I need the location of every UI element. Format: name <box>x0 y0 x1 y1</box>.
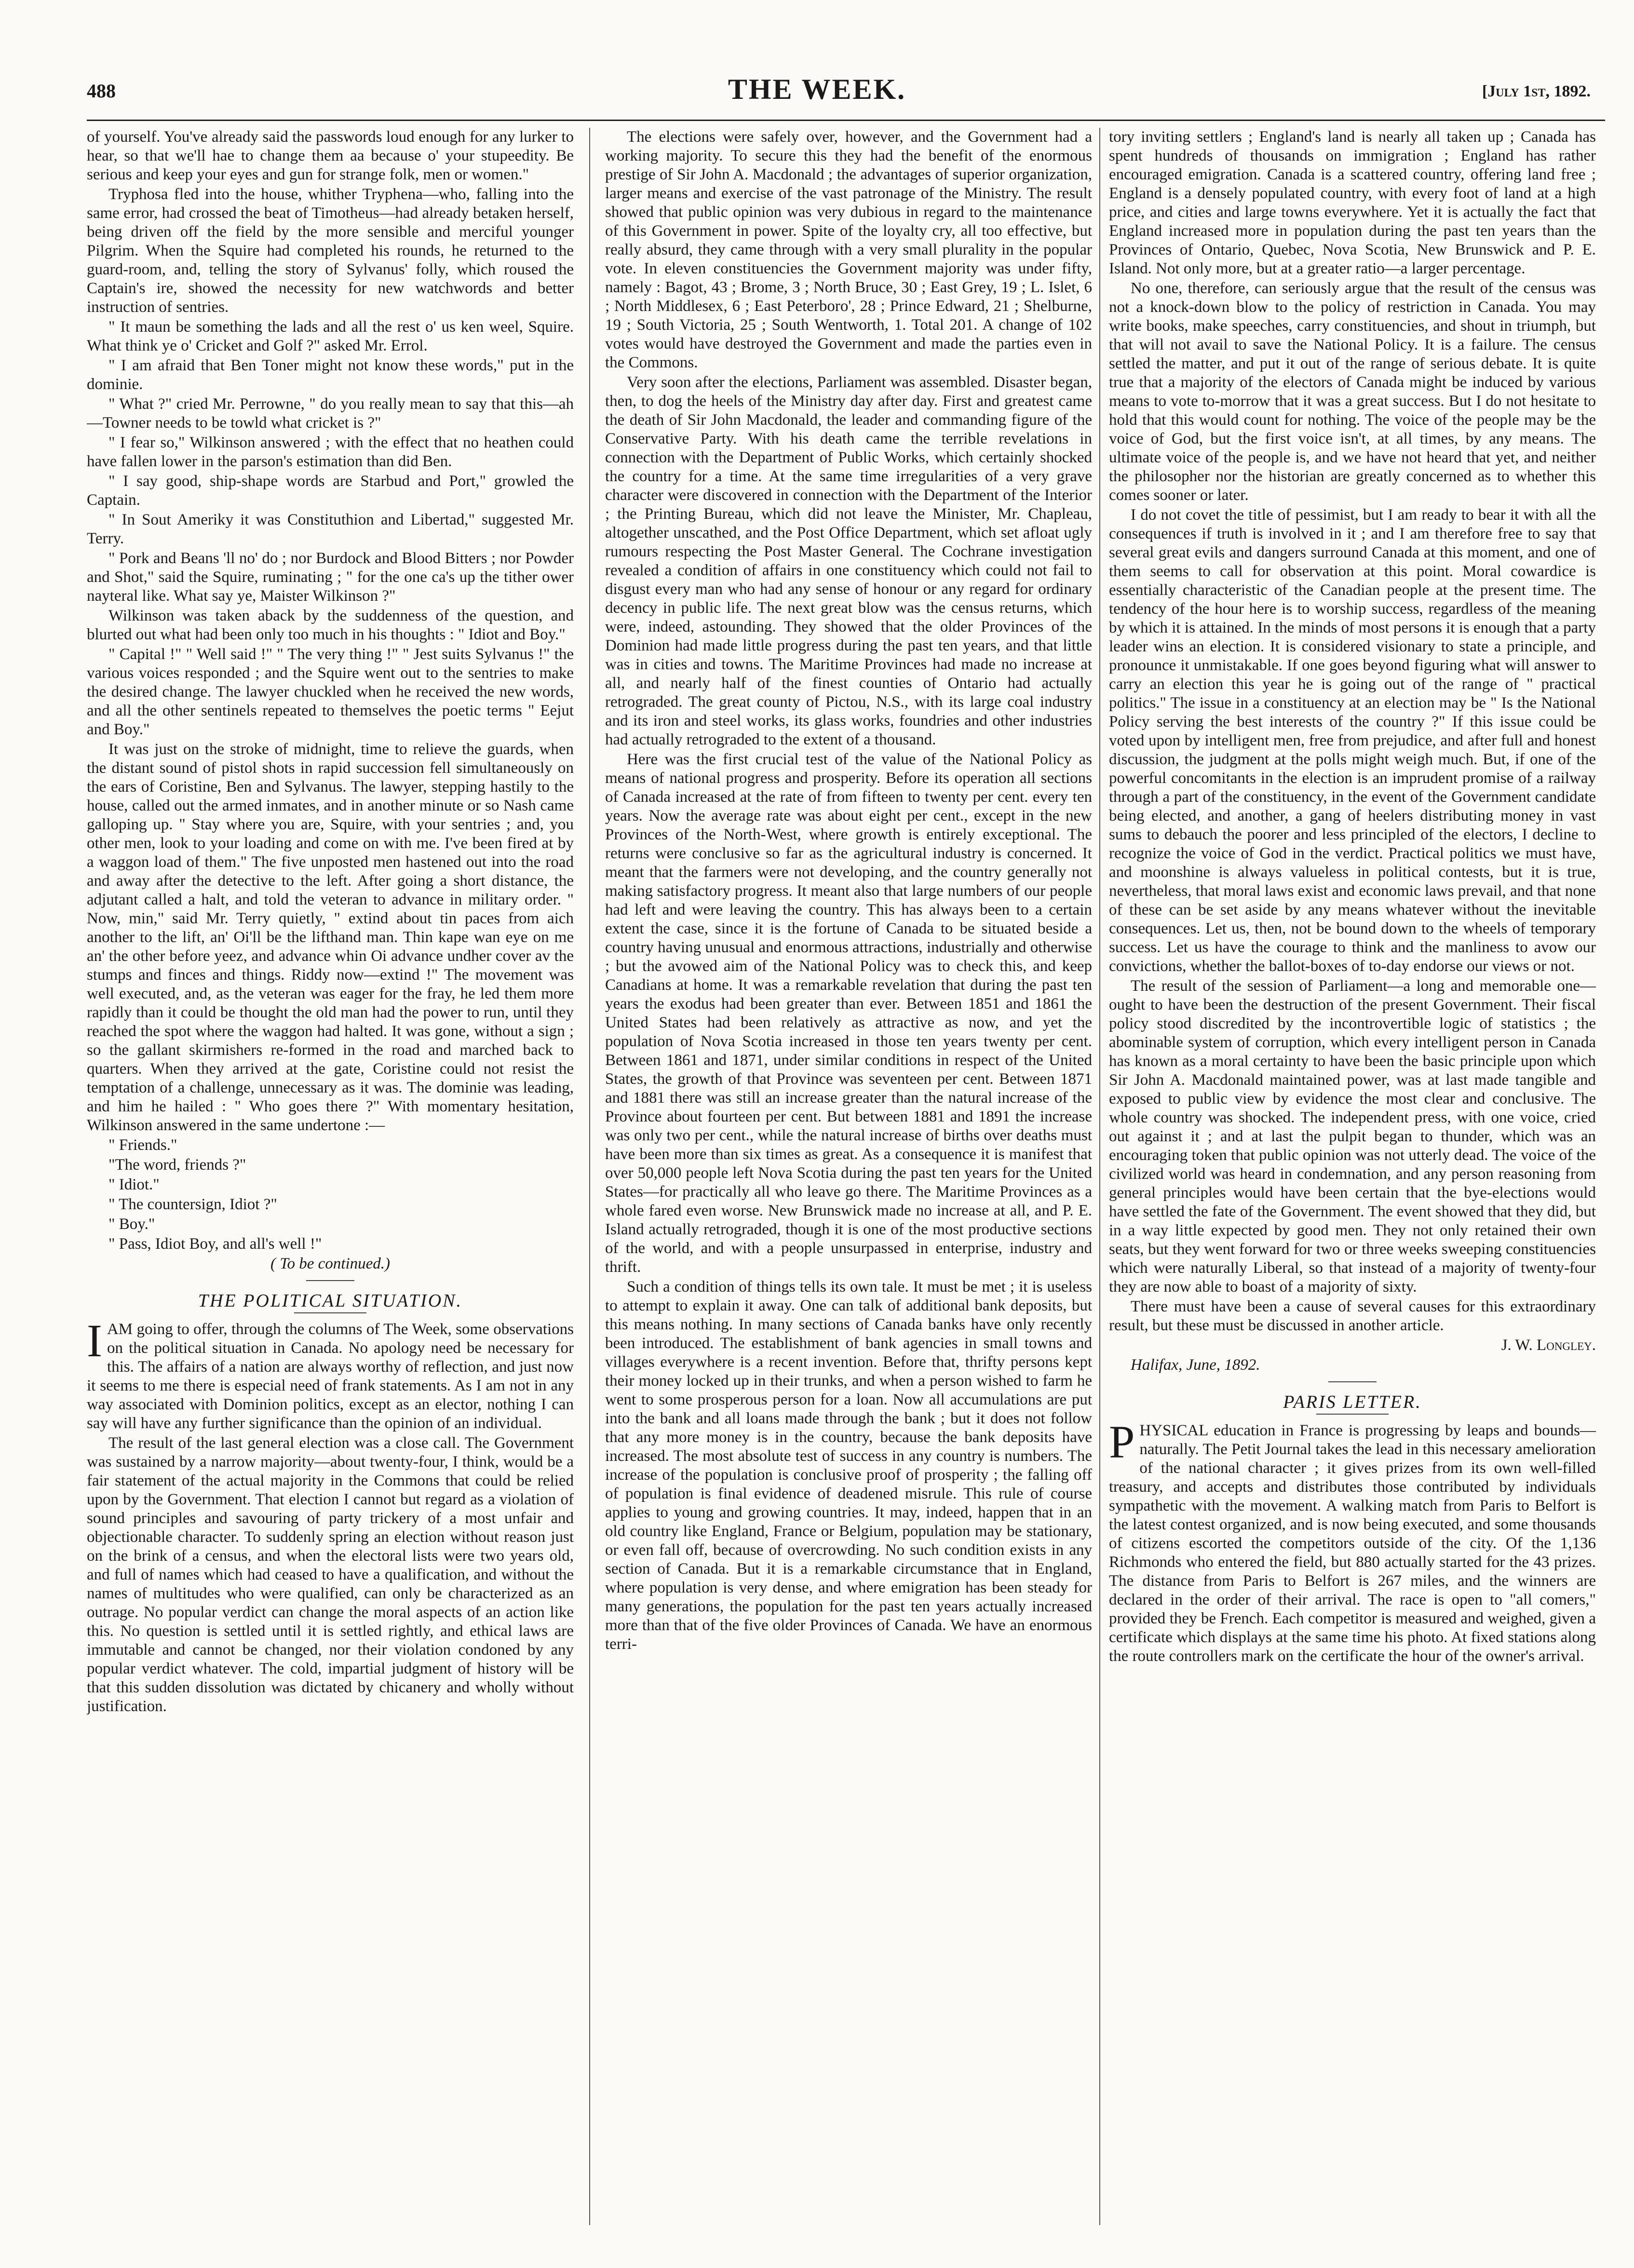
paragraph: No one, therefore, can seriously argue that the result of the census was not a knock-down blow to the policy of restriction in Canada. You may write books, make speeches, carry constituencies, and shout in triumph, but that will not avail to save the National Policy. It is a failure. The census settled the matter, and put it out of the range of serious debate. It is quite true that a majority of the electors of Canada might be induced by various means to vote to-morrow that it was a great success. But I do not hesitate to hold that this would count for nothing. The voice of the people may be the voice of God, but the first voice isn't, at all times, by any means. The ultimate voice of the people is, and we have not heard that yet, and neither the philosopher nor the historian are greatly concerned as to whether this comes sooner or later. <box>1109 280 1596 504</box>
column-divider <box>589 128 590 2225</box>
masthead-title: THE WEEK. <box>728 73 906 105</box>
section-rule <box>1328 1381 1377 1382</box>
column-divider <box>1099 128 1100 2225</box>
dialogue-line: " The countersign, Idiot ?" <box>108 1196 277 1213</box>
section-rule <box>294 1312 366 1313</box>
section-title-political-situation: THE POLITICAL SITUATION. <box>198 1291 463 1311</box>
paragraph: " I fear so," Wilkinson answered ; with the effect that no heathen could have fallen lower in the parson's estimation than did Ben. <box>87 434 574 470</box>
paragraph: " In Sout Ameriky it was Constituthion and Libertad," suggested Mr. Terry. <box>87 511 574 547</box>
paragraph: It was just on the stroke of midnight, time to relieve the guards, when the distant sound of pistol shots in rapid succession fell simultaneously on the ears of Coristine, Ben and Sylvanus. The lawyer, stepping hastily to the house, called out the armed inmates, and in another minute or so Nash came galloping up. " Stay where you are, Squire, with your sentries ; and, you other men, look to your loading and come on with me. I've been fired at by a waggon load of them." The five unposted men hastened out into the road and away after the detective to the left. After going a short distance, the adjutant called a halt, and told the veteran to advance in military order. " Now, min," said Mr. Terry quietly, " extind about tin paces from aich another to the lift, an' Oi'll be the lifthand man. Thin kape wan eye on me an' the other before yeez, and advance whin Oi advance undher cover av the stumps and finces and things. Riddy now—extind !" The movement was well executed, and, as the veteran was eager for the fray, he led them more rapidly than it could be thought the old man had the power to run, until they reached the spot where the waggon had halted. It was gone, without a sign ; so the gallant skirmishers re-formed in the road and marched back to quarters. When they arrived at the gate, Coristine could not resist the temptation of a challenge, unnecessary as it was. The dominie was leading, and him he hailed : " Who goes there ?" With momentary hesitation, Wilkinson answered in the same undertone :— <box>87 741 574 1134</box>
paragraph: Very soon after the elections, Parliament was assembled. Disaster began, then, to dog the heels of the Ministry day after day. First and greatest came the death of Sir John Macdonald, the leader and commanding figure of the Conservative Party. With his death came the terrible revelations in connection with the Department of Public Works, which certainly shocked the country for a time. At the same time irregularities of a very grave character were discovered in connection with the Department of the Interior ; the Printing Bureau, which did not leave the Minister, Mr. Chapleau, altogether unscathed, and the Post Office Department, which set afloat ugly rumours respecting the Post Master General. The Cochrane investigation revealed a condition of affairs in one constituency which could not fail to disgust every man who had any sense of honour or any regard for ordinary decency in public life. The next great blow was the census returns, which were, indeed, astounding. They showed that the older Provinces of the Dominion had made little progress during the past ten years, and that little was in cities and towns. The Maritime Provinces had made no increase at all, and nearly half of the finest counties of Ontario had actually retrograded. The great county of Pictou, N.S., with its large coal industry and its iron and steel works, its glass works, foundries and other industries had actually retrograded to the extent of a thousand. <box>605 374 1092 748</box>
section-rule <box>1316 1414 1389 1415</box>
column-2 <box>605 128 1092 2240</box>
drop-cap: P <box>1109 1416 1135 1468</box>
page-number: 488 <box>87 80 116 102</box>
paragraph: " I am afraid that Ben Toner might not know these words," put in the dominie. <box>87 357 574 393</box>
dialogue-line: " Friends." <box>108 1136 177 1154</box>
paragraph: of yourself. You've already said the passwords loud enough for any lurker to hear, so that we'll hae to change them aa because o' your stupeedity. Be serious and keep your eyes and gun for strange folk, men or women." <box>87 128 574 183</box>
paragraph: The result of the session of Parliament—a long and memorable one—ought to have been the destruction of the present Government. Their fiscal policy stood discredited by the incontrovertible logic of statistics ; the abominable system of corruption, which every intelligent person in Canada has known as a moral certainty to have been the basic principle upon which Sir John A. Macdonald maintained power, was at last made tangible and exposed to public view by evidence the most clear and conclusive. The whole country was shocked. The independent press, with one voice, cried out against it ; and at last the pulpit began to thunder, which was an encouraging token that public opinion was not utterly dead. The voice of the civilized world was heard in condemnation, and any person reasoning from general principles would have been certain that the bye-elections would have settled the fate of the Government. The event showed that they did, but in a way little expected by good men. They not only retained their own seats, but they went forward for two or three weeks sweeping constituencies which were naturally Liberal, so that instead of a majority of twenty-four they are now able to boast of a majority of sixty. <box>1109 977 1596 1296</box>
section-title-paris-letter: PARIS LETTER. <box>1283 1392 1422 1412</box>
dateline: Halifax, June, 1892. <box>1131 1356 1260 1374</box>
paragraph: Wilkinson was taken aback by the suddenness of the question, and blurted out what had been only too much in his thoughts : " Idiot and Boy." <box>87 607 574 643</box>
paragraph: " I say good, ship-shape words are Starbud and Port," growled the Captain. <box>87 472 574 509</box>
paragraph: tory inviting settlers ; England's land is nearly all taken up ; Canada has spent hundreds of thousands on immigration ; England has rather encouraged emigration. Canada is a scattered country, offering land free ; England is a densely populated country, with every foot of land at a high price, and cities and large towns everywhere. Yet it is actually the fact that England increased more in population during the past ten years than the Provinces of Ontario, Quebec, Nova Scotia, New Brunswick and P. E. Island. Not only more, but at a greater ratio—a larger percentage. <box>1109 128 1596 277</box>
paragraph: There must have been a cause of several causes for this extraordinary result, but these must be discussed in another article. <box>1109 1298 1596 1334</box>
paragraph: Here was the first crucial test of the value of the National Policy as means of national progress and prosperity. Before its operation all sections of Canada increased at the rate of from fifteen to twenty per cent. every ten years. Now the average rate was about eight per cent., except in the new Provinces of the North-West, where growth is entirely exceptional. The returns were conclusive so far as the agricultural industry is concerned. It meant that the farmers were not developing, and the country generally not making satisfactory progress. It meant also that large numbers of our people had left and were leaving the country. This has always been to a certain extent the case, since it is the fortune of Canada to be situated beside a country having unusual and enormous attractions, industrially and otherwise ; but the avowed aim of the National Policy was to check this, and keep Canadians at home. It was a remarkable revelation that during the past ten years the exodus had been greater than ever. Between 1851 and 1861 the United States had been relatively as attractive as now, and yet the population of Nova Scotia increased in those ten years twenty per cent. Between 1861 and 1871, under similar conditions in respect of the United States, the growth of that Province was seventeen per cent. Between 1871 and 1881 there was still an increase greater than the natural increase of the Province about fourteen per cent. But between 1881 and 1891 the increase was only two per cent., while the natural increase of births over deaths must have been more than six times as great. As a consequence it is manifest that over 50,000 people left Nova Scotia during the past ten years for the United States—for practically all who leave go there. The Maritime Provinces as a whole fared even worse. New Brunswick made no increase at all, and P. E. Island actually retrograded, though it is one of the most productive sections of the world, and with a people unsurpassed in enterprise, industry and thrift. <box>605 751 1092 1276</box>
paragraph: The elections were safely over, however, and the Government had a working majority. To secure this they had the benefit of the enormous prestige of Sir John A. Macdonald ; the advantages of superior organization, larger means and exercise of the vast patronage of the Ministry. The result showed that public opinion was very dubious in regard to the maintenance of this Government in power. Spite of the loyalty cry, all too effective, but really absurd, they came through with a very small plurality in the popular vote. In eleven constituencies the Government majority was under fifty, namely : Bagot, 43 ; Brome, 3 ; North Bruce, 30 ; East Grey, 19 ; L. Islet, 6 ; North Middlesex, 6 ; East Peterboro', 28 ; Prince Edward, 21 ; Shelburne, 19 ; South Victoria, 25 ; South Wentworth, 1. Total 201. A change of 102 votes would have destroyed the Government and made the parties even in the Commons. <box>605 128 1092 371</box>
dialogue-line: " Idiot." <box>108 1176 160 1193</box>
paragraph: The result of the last general election was a close call. The Government was sustained by a narrow majority—about twenty-four, I think, would be a fair statement of the actual majority in the Commons that could be relied upon by the Government. That election I cannot but regard as a violation of sound principles and savouring of party trickery of a most unfair and objectionable character. To suddenly spring an election without reason just on the brink of a census, and when the electoral lists were two years old, and full of names which had ceased to have a qualification, and without the names of multitudes who were qualified, can only be characterized as an outrage. No popular verdict can change the moral aspects of an action like this. No question is settled until it is settled rightly, and ethical laws are immutable and cannot be changed, nor their violation condoned by any popular verdict whatever. The cold, impartial judgment of history will be that this sudden dissolution was dictated by chicanery and wholly without justification. <box>87 1434 574 1715</box>
paragraph: I do not covet the title of pessimist, but I am ready to bear it with all the consequences if truth is involved in it ; and I am therefore free to say that several great evils and dangers surround Canada at this moment, and one of them seems to call for observation at this point. Moral cowardice is essentially characteristic of the Canadian people at the present time. The tendency of the hour here is to worship success, regardless of the meaning by which it is attained. In the minds of most persons it is enough that a party leader wins an election. It is considered visionary to state a principle, and pronounce it unmistakable. If one goes beyond figuring what will answer to carry an election this year he is going out of the range of " practical politics." The issue in a constituency at an election may be " Is the National Policy serving the best interests of the country ?" If this issue could be voted upon by intelligent men, free from prejudice, and after full and honest discussion, the judgment at the polls might weigh much. But, if one of the powerful concomitants in the election is an imprudent promise of a railway through a part of the constituency, in the event of the Government candidate being elected, and another, a gang of heelers distributing money in vast sums to debauch the poorer and less principled of the electors, I decline to recognize the voice of God in the verdict. Practical politics we must have, and moonshine is always valueless in political contests, but it is true, nevertheless, that moral laws exist and economic laws prevail, and that none of these can be set aside by any means whatever without the inevitable consequences. Let us, then, not be bound down to the wheels of temporary success. Let us have the courage to think and the manliness to avow our convictions, whether the ballot-boxes of to-day endorse our views or not. <box>1109 506 1596 975</box>
paragraph: " Capital !" " Well said !" " The very thing !" " Jest suits Sylvanus !" the various voices responded ; and the Squire went out to the sentries to make the desired change. The lawyer chuckled when he received the new words, and all the other sentinels repeated to themselves the poetic terms " Eejut and Boy." <box>87 646 574 738</box>
drop-cap: I <box>87 1315 102 1366</box>
paragraph: Tryphosa fled into the house, whither Tryphena—who, falling into the same error, had crossed the beat of Timotheus—had already betaken herself, being driven off the field by the more sensible and merciful younger Pilgrim. When the Squire had completed his rounds, he returned to the guard-room, and, telling the story of Sylvanus' folly, which roused the Captain's ire, showed the necessity for new watchwords and better instruction of sentries. <box>87 186 574 316</box>
paragraph: " Pork and Beans 'll no' do ; nor Burdock and Blood Bitters ; nor Powder and Shot," said the Squire, ruminating ; " for the one ca's up the tither ower nayteral like. What say ye, Maister Wilkinson ?" <box>87 550 574 605</box>
page-header <box>0 73 1634 123</box>
author-signature: J. W. Longley. <box>1501 1336 1596 1354</box>
dialogue-line: " Pass, Idiot Boy, and all's well !" <box>108 1235 322 1253</box>
dialogue-line: "The word, friends ?" <box>108 1156 246 1174</box>
paragraph: " What ?" cried Mr. Perrowne, " do you really mean to say that this—ah—Towner needs to be towld what cricket is ?" <box>87 395 574 432</box>
paragraph: AM going to offer, through the columns of The Week, some observations on the political situation in Canada. No apology need be necessary for this. The affairs of a nation are always worthy of reflection, and just now it seems to me there is especial need of frank statements. As I am not in any way associated with Dominion politics, except as an elector, nothing I can say will have any further significance than the opinion of an individual. <box>87 1321 574 1432</box>
paragraph: Such a condition of things tells its own tale. It must be met ; it is useless to attempt to explain it away. One can talk of additional bank deposits, but this means nothing. In many sections of Canada banks have only recently been introduced. The establishment of bank agencies in small towns and villages everywhere is a recent invention. Before that, thrifty persons kept their money locked up in their trunks, and when a person wished to farm he went to some prosperous person for a loan. Now all accumulations are put into the bank and all loans made through the bank ; but it does not follow that any more money is in the country, because the bank deposits have increased. The most absolute test of success in any country is numbers. The increase of the population is conclusive proof of prosperity ; the falling off of population is final evidence of deadened misrule. This rule of course applies to young and growing countries. It may, indeed, happen that in an old country like England, France or Belgium, population may be stationary, or even fall off, because of overcrowding. No such condition exists in any section of Canada. But it is a remarkable circumstance that in England, where population is very dense, and where emigration has been steady for many generations, the population for the past ten years actually increased more than that of the five older Provinces of Canada. We have an enormous terri- <box>605 1278 1092 1653</box>
issue-date: [July 1st, 1892. <box>1482 82 1591 100</box>
paragraph: HYSICAL education in France is progressing by leaps and bounds—naturally. The Petit Journal takes the lead in this necessary amelioration of the national character ; it gives prizes from its own well-filled treasury, and accepts and distributes those contributed by individuals sympathetic with the movement. A walking match from Paris to Belfort is the latest contest organized, and is now being executed, and some thousands of citizens escorted the competitors outside of the city. Of the 1,136 Richmonds who entered the field, but 880 actually started for the 43 prizes. The distance from Paris to Belfort is 267 miles, and the winners are declared in the order of their arrival. The race is open to "all comers," provided they be French. Each competitor is measured and weighed, given a certificate which displays at the same time his photo. At fixed stations along the route controllers mark on the certificate the hour of the owner's arrival. <box>1109 1422 1596 1665</box>
dialogue-line: " Boy." <box>108 1215 155 1233</box>
section-rule <box>306 1280 354 1281</box>
column-3 <box>1109 128 1596 2240</box>
column-1 <box>87 128 574 2240</box>
to-be-continued: ( To be continued.) <box>270 1255 391 1272</box>
paragraph: " It maun be something the lads and all the rest o' us ken weel, Squire. What think ye o' Cricket and Golf ?" asked Mr. Errol. <box>87 318 574 354</box>
header-rule <box>87 120 1605 121</box>
